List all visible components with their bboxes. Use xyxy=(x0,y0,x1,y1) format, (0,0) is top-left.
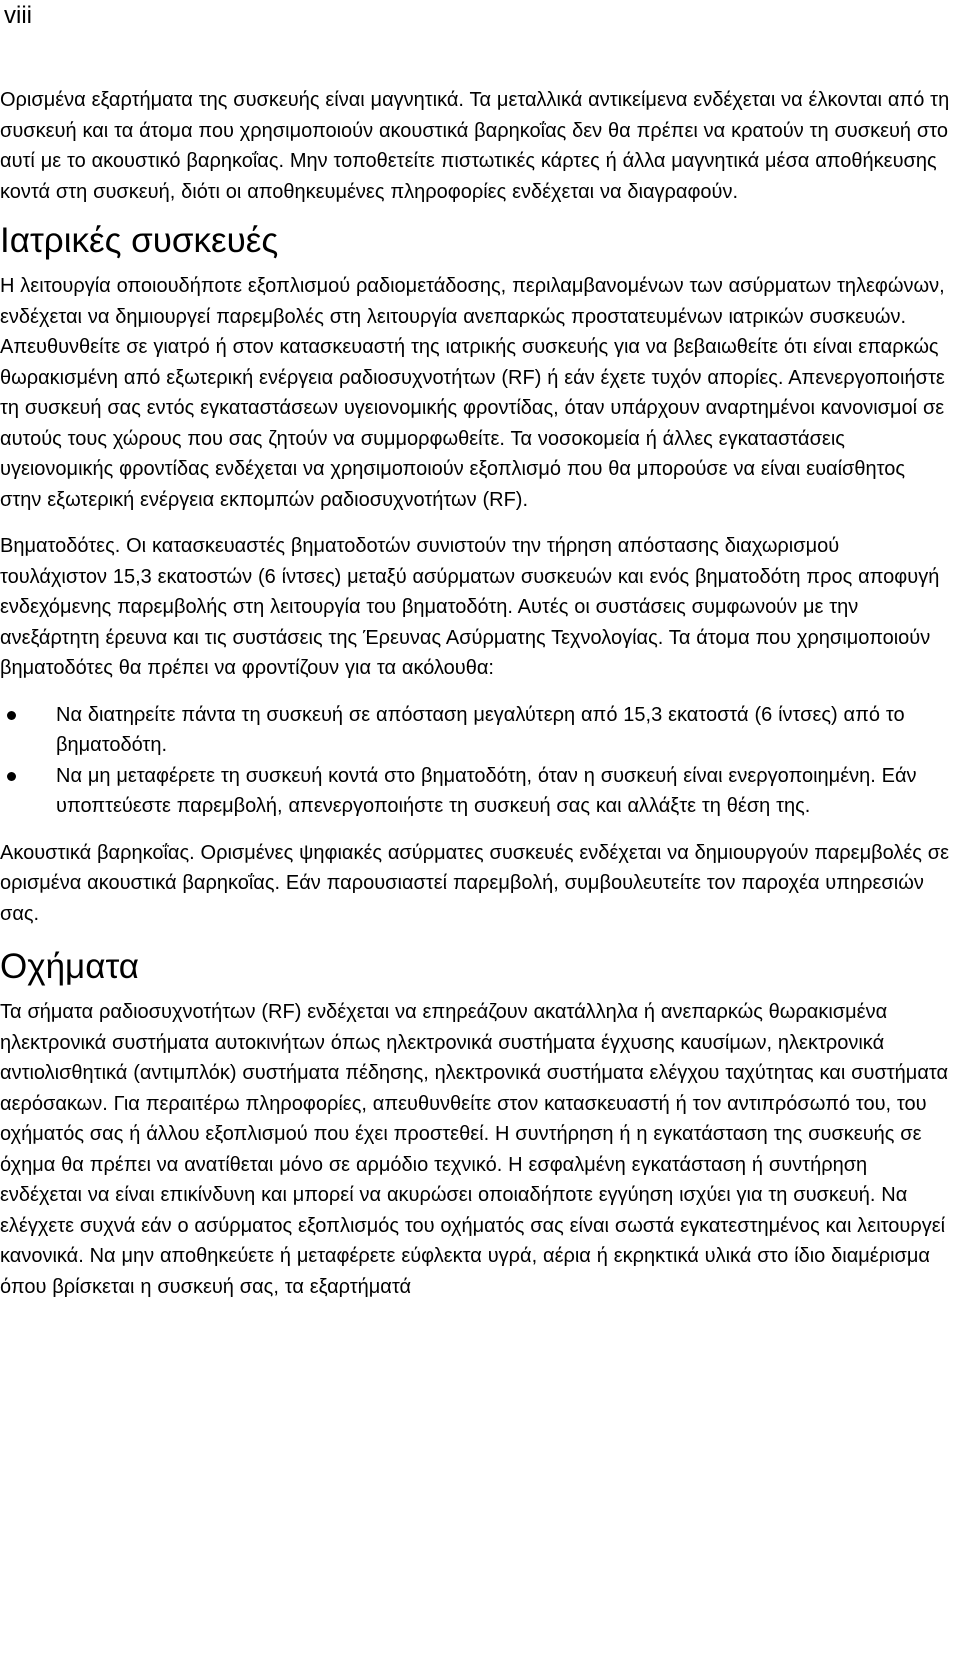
hearing-aids-paragraph: Ακουστικά βαρηκοΐας. Ορισμένες ψηφιακές ασύρματες συσκευές ενδέχεται να δημιουργούν παρεμβολές σε ορισμένα ακουστικά βαρηκοΐας. Εάν παρουσιαστεί παρεμβολή, συμβουλευτείτε τον παροχέα υπηρεσιών σας. xyxy=(0,841,950,925)
page-number: viii xyxy=(4,2,32,29)
bullet-dot-icon xyxy=(7,772,16,781)
intro-paragraph: Ορισμένα εξαρτήματα της συσκευής είναι μαγνητικά. Τα μεταλλικά αντικείμενα ενδέχεται να έλκονται από τη συσκευή και τα άτομα που χρησιμοποιούν ακουστικά βαρηκοΐας δεν θα πρέπει να κρατούν τη συσκευή στο αυτί με το ακουστικό βαρηκοΐας. Μην τοποθετείτε πιστωτικές κάρτες ή άλλα μαγνητικά μέσα αποθήκευσης κοντά στη συσκευή, διότι οι αποθηκευμένες πληροφορίες ενδέχεται να διαγραφούν. xyxy=(0,89,950,203)
bullet-dot-icon xyxy=(7,711,16,720)
vehicles-heading: Οχήματα xyxy=(0,947,140,986)
bullet-text: Να μη μεταφέρετε τη συσκευή κοντά στο βηματοδότη, όταν η συσκευή είναι ενεργοποιημένη. Εάν υποπτεύεστε παρεμβολή, απενεργοποιήστε τη συσκευή σας και αλλάξτε τη θέση της. xyxy=(56,764,917,817)
pacemakers-paragraph: Βηματοδότες. Οι κατασκευαστές βηματοδοτών συνιστούν την τήρηση απόστασης διαχωρισμού τουλάχιστον 15,3 εκατοστών (6 ίντσες) μεταξύ ασύρματων συσκευών και ενός βηματοδότη προς αποφυγή ενδεχόμενης παρεμβολής στη λειτουργία του βηματοδότη. Αυτές οι συστάσεις συμφωνούν με την ανεξάρτητη έρευνα και τις συστάσεις της Έρευνας Ασύρματης Τεχνολογίας. Τα άτομα που χρησιμοποιούν βηματοδότες θα πρέπει να φροντίζουν για τα ακόλουθα: xyxy=(0,535,940,679)
page-content xyxy=(0,85,950,1302)
medical-paragraph: Η λειτουργία οποιουδήποτε εξοπλισμού ραδιομετάδοσης, περιλαμβανομένων των ασύρματων τηλεφώνων, ενδέχεται να δημιουργεί παρεμβολές στη λειτουργία ανεπαρκώς προστατευμένων ιατρικών συσκευών. Απευθυνθείτε σε γιατρό ή στον κατασκευαστή της ιατρικής συσκευής για να βεβαιωθείτε ότι είναι επαρκώς θωρακισμένη από εξωτερική ενέργεια ραδιοσυχνοτήτων (RF) ή εάν έχετε τυχόν απορίες. Απενεργοποιήστε τη συσκευή σας εντός εγκαταστάσεων υγειονομικής φροντίδας, όταν υπάρχουν αναρτημένοι κανονισμοί σε αυτούς τους χώρους που σας ζητούν να συμμορφωθείτε. Τα νοσοκομεία ή άλλες εγκαταστάσεις υγειονομικής φροντίδας ενδέχεται να χρησιμοποιούν εξοπλισμό που θα μπορούσε να είναι ευαίσθητος στην εξωτερική ενέργεια εκπομπών ραδιοσυχνοτήτων (RF). xyxy=(0,275,945,511)
medical-devices-heading: Ιατρικές συσκευές xyxy=(0,221,279,260)
bullet-item xyxy=(0,761,950,822)
vehicles-paragraph: Τα σήματα ραδιοσυχνοτήτων (RF) ενδέχεται να επηρεάζουν ακατάλληλα ή ανεπαρκώς θωρακισμένα ηλεκτρονικά συστήματα αυτοκινήτων όπως ηλεκτρονικά συστήματα έγχυσης καυσίμων, ηλεκτρονικά αντιολισθητικά (αντιμπλόκ) συστήματα πέδησης, ηλεκτρονικά συστήματα ελέγχου ταχύτητας και συστήματα αερόσακων. Για περαιτέρω πληροφορίες, απευθυνθείτε στον κατασκευαστή ή τον αντιπρόσωπό του, του οχήματός σας ή άλλου εξοπλισμού που έχει προστεθεί. Η συντήρηση ή η εγκατάσταση της συσκευής σε όχημα θα πρέπει να ανατίθεται μόνο σε αρμόδιο τεχνικό. Η εσφαλμένη εγκατάσταση ή συντήρηση ενδέχεται να είναι επικίνδυνη και μπορεί να ακυρώσει οποιαδήποτε εγγύηση ισχύει για τη συσκευή. Να ελέγχετε συχνά εάν ο ασύρματος εξοπλισμός του οχήματός σας είναι σωστά εγκατεστημένος και λειτουργεί κανονικά. Να μην αποθηκεύετε ή μεταφέρετε εύφλεκτα υγρά, αέρια ή εκρηκτικά υλικά στο ίδιο διαμέρισμα όπου βρίσκεται η συσκευή σας, τα εξαρτήματά xyxy=(0,1001,949,1298)
bullet-item xyxy=(0,700,950,761)
pacemaker-bullet-list xyxy=(0,700,950,822)
bullet-text: Να διατηρείτε πάντα τη συσκευή σε απόσταση μεγαλύτερη από 15,3 εκατοστά (6 ίντσες) από το βηματοδότη. xyxy=(56,703,905,756)
